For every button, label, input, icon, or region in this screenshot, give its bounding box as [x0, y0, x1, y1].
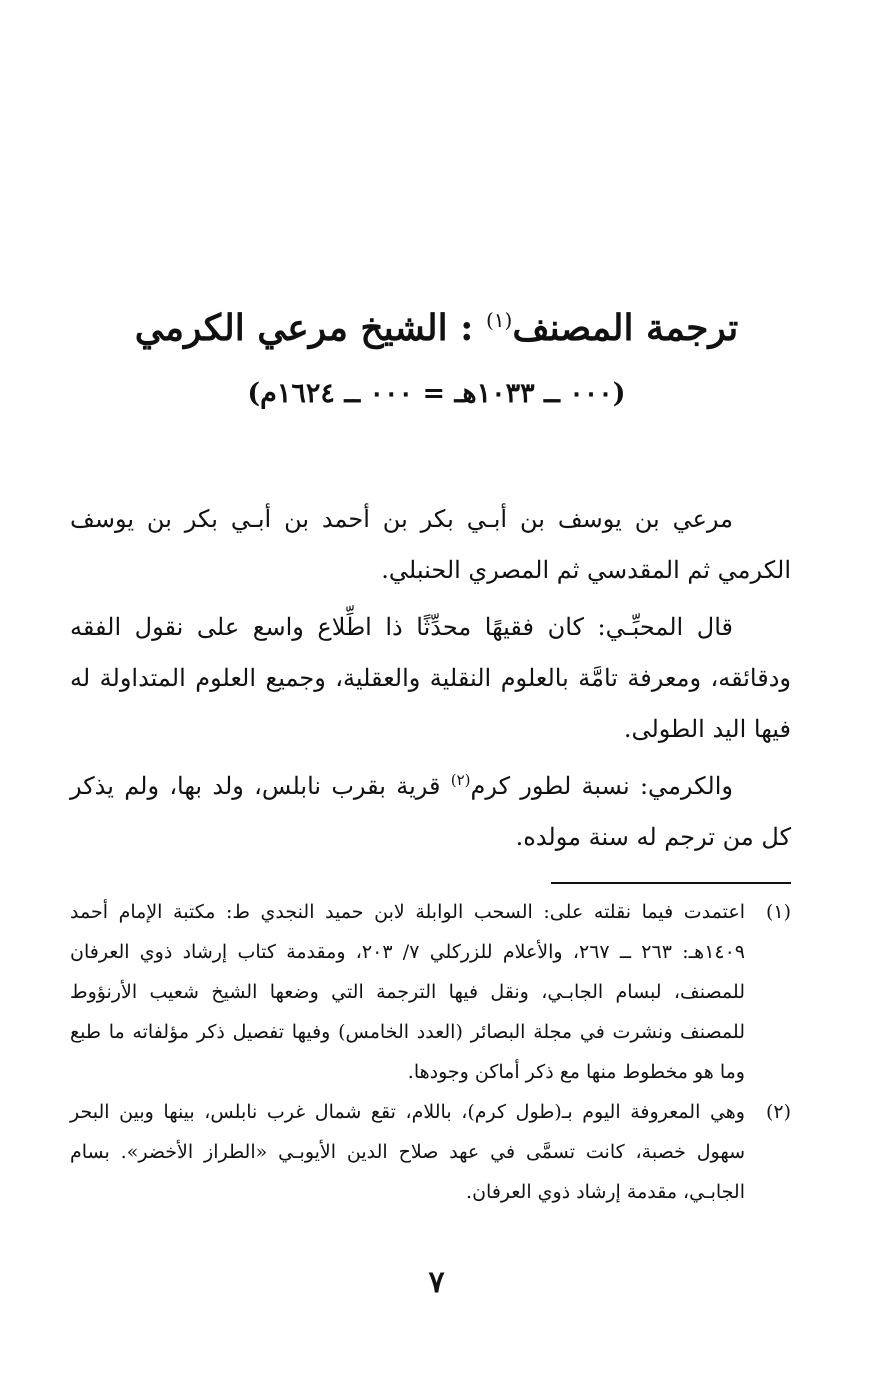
chapter-title: [80, 300, 793, 356]
footnote-1: [70, 892, 791, 1092]
chapter-dates: (٠٠٠ ــ ١٠٣٣هـ = ٠٠٠ ــ ١٦٢٤م): [247, 378, 626, 409]
paragraph-karmi-origin-start: والكرمي: نسبة لطور كرم: [470, 772, 733, 800]
body-text: [70, 494, 791, 869]
footnotes: [70, 892, 791, 1212]
chapter-title-footnote-mark: (١): [485, 308, 513, 332]
footnote-2-text: وهي المعروفة اليوم بـ(طول كرم)، باللام، تقع شمال غرب نابلس، بينها وبين البحر سهول خصبة، كانت تسمَّى في عهد صلاح الدين الأيوبـي «الطراز الأخضر». بسام الجابـي، مقدمة إرشاد ذوي العرفان.: [70, 1101, 745, 1203]
paragraph-karmi-origin: [70, 761, 791, 863]
footnote-2-mark: (٢): [765, 1101, 791, 1123]
paragraph-footnote-mark: (٢): [450, 771, 471, 789]
paragraph-lineage: مرعي بن يوسف بن أبـي بكر بن أحمد بن أبـي بكر بن يوسف الكرمي ثم المقدسي ثم المصري الحنبلي.: [70, 505, 791, 584]
paragraph-karmi-origin-end: قرية بقرب نابلس، ولد بها، ولم يذكر كل من ترجم له سنة مولده.: [70, 772, 791, 851]
chapter-title-main: ترجمة المصنف: [512, 307, 739, 349]
page-number: ٧: [428, 1265, 445, 1300]
footnote-2: [70, 1092, 791, 1212]
footnote-1-mark: (١): [765, 901, 791, 923]
chapter-title-suffix: : الشيخ مرعي الكرمي: [134, 307, 474, 349]
footnote-1-text: اعتمدت فيما نقلته على: السحب الوابلة لابن حميد النجدي ط: مكتبة الإمام أحمد ١٤٠٩هـ: ٢٦٣ ــ ٢٦٧، والأعلام للزركلي ٧/ ٢٠٣، ومقدمة كتاب إرشاد ذوي العرفان للمصنف، لبسام الجابـي، ونقل فيها الترجمة التي وضعها الشيخ شعيب الأرنؤوط للمصنف ونشرت في مجلة البصائر (العدد الخامس) وفيها تفصيل ذكر مؤلفاته ما طبع وما هو مخطوط منها مع ذكر أماكن وجودها.: [70, 901, 746, 1083]
paragraph-muhibbi-quote: قال المحبِّـي: كان فقيهًا محدِّثًا ذا اطِّلاع واسع على نقول الفقه ودقائقه، ومعرفة تامَّة بالعلوم النقلية والعقلية، وجميع العلوم المتداولة له فيها اليد الطولى.: [70, 613, 791, 743]
footnote-separator: [551, 882, 791, 884]
